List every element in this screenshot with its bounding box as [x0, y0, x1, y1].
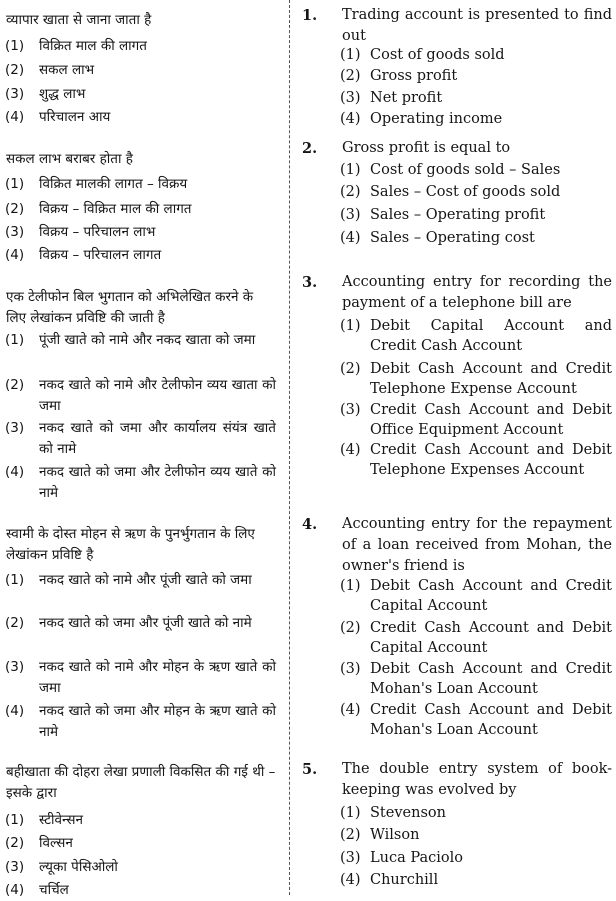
option-number: (2): [5, 615, 25, 631]
option-text: स्टीवेन्सन: [39, 812, 84, 828]
option-number: (4): [5, 703, 25, 719]
question-number: 5.: [302, 761, 318, 778]
option-number: (2): [5, 201, 25, 217]
option-text: सकल लाभ: [39, 62, 95, 78]
option-number: (1): [340, 805, 361, 821]
option-number: (4): [340, 111, 361, 127]
option-text: Debit Cash Account and Credit Mohan's Loan Account: [370, 661, 612, 697]
option-text: नकद खाते को जमा और कार्यालय संयंत्र खाते को नामे: [39, 420, 276, 457]
question-stem: बहीखाता की दोहरा लेखा प्रणाली विकसित की गई थी – इसके द्वारा: [6, 764, 276, 801]
option-number: (2): [340, 68, 361, 84]
option-text: विल्सन: [39, 835, 73, 851]
option-text: Churchill: [370, 872, 439, 888]
option-number: (1): [340, 318, 361, 334]
option-number: (4): [340, 872, 361, 888]
option-number: (3): [5, 86, 25, 102]
option-number: (1): [5, 332, 25, 348]
question-number: 3.: [302, 274, 318, 291]
option-number: (3): [340, 90, 361, 106]
option-number: (1): [5, 38, 25, 54]
option-text: Net profit: [370, 90, 443, 106]
option-number: (4): [340, 230, 361, 246]
option-number: (3): [5, 859, 25, 875]
question-stem: The double entry system of book-keeping was evolved by: [342, 761, 612, 798]
option-text: Debit Cash Account and Credit Capital Account: [370, 578, 612, 614]
option-text: विक्रय – परिचालन लाभ: [39, 224, 156, 240]
option-text: नकद खाते को नामे और पूंजी खाते को जमा: [39, 572, 252, 588]
option-number: (2): [340, 184, 361, 200]
option-number: (2): [340, 827, 361, 843]
option-text: Wilson: [370, 827, 420, 843]
option-number: (3): [340, 850, 361, 866]
option-number: (1): [5, 812, 25, 828]
option-number: (4): [5, 109, 25, 125]
option-text: Sales – Operating cost: [370, 230, 535, 246]
question-stem: व्यापार खाता से जाना जाता है: [6, 12, 152, 28]
option-text: Gross profit: [370, 68, 458, 84]
option-number: (2): [340, 620, 361, 636]
option-text: परिचालन आय: [39, 109, 111, 125]
question-stem: Gross profit is equal to: [342, 140, 511, 156]
option-number: (2): [5, 377, 25, 393]
option-number: (4): [5, 464, 25, 480]
question-stem: Trading account is presented to find out: [342, 7, 612, 44]
option-number: (4): [340, 442, 361, 458]
column-divider: [289, 0, 290, 895]
question-number: 4.: [302, 516, 318, 533]
option-number: (3): [340, 661, 361, 677]
option-number: (4): [5, 247, 25, 263]
option-text: नकद खाते को नामे और मोहन के ऋण खाते को जमा: [39, 659, 276, 696]
option-number: (1): [5, 572, 25, 588]
option-number: (3): [340, 402, 361, 418]
option-text: विक्रय – विक्रित माल की लागत: [39, 201, 192, 217]
option-text: Stevenson: [370, 805, 446, 821]
option-number: (3): [5, 420, 25, 436]
option-number: (3): [5, 659, 25, 675]
option-number: (2): [5, 62, 25, 78]
question-stem: Accounting entry for recording the payment of a telephone bill are: [342, 274, 612, 311]
option-text: Sales – Cost of goods sold: [370, 184, 561, 200]
option-text: शुद्ध लाभ: [39, 86, 86, 102]
question-stem: Accounting entry for the repayment of a loan received from Mohan, the owner's friend is: [342, 516, 612, 574]
option-text: पूंजी खाते को नामे और नकद खाता को जमा: [39, 332, 256, 348]
option-text: Credit Cash Account and Debit Capital Account: [370, 620, 612, 656]
option-text: विक्रित मालकी लागत – विक्रय: [39, 176, 188, 192]
option-text: Cost of goods sold: [370, 47, 505, 63]
question-stem: सकल लाभ बराबर होता है: [6, 151, 133, 167]
option-text: नकद खाते को जमा और पूंजी खाते को नामे: [39, 615, 252, 631]
question-stem: एक टेलीफोन बिल भुगतान को अभिलेखित करने के लिए लेखांकन प्रविष्टि की जाती है: [6, 289, 254, 326]
option-number: (4): [340, 702, 361, 718]
question-stem: स्वामी के दोस्त मोहन से ऋण के पुनर्भुगतान के लिए लेखांकन प्रविष्टि है: [6, 526, 255, 563]
option-text: नकद खाते को नामे और टेलीफोन व्यय खाता को जमा: [39, 377, 276, 414]
option-text: Credit Cash Account and Debit Telephone Expenses Account: [370, 442, 612, 478]
option-text: Credit Cash Account and Debit Office Equipment Account: [370, 402, 612, 438]
option-text: Credit Cash Account and Debit Mohan's Loan Account: [370, 702, 612, 738]
option-number: (4): [5, 882, 25, 898]
option-text: नकद खाते को जमा और टेलीफोन व्यय खाते को नामे: [39, 464, 276, 501]
option-number: (1): [340, 47, 361, 63]
question-number: 1.: [302, 7, 318, 24]
option-text: Operating income: [370, 111, 503, 127]
option-text: Luca Paciolo: [370, 850, 463, 866]
option-text: विक्रय – परिचालन लागत: [39, 247, 162, 263]
option-text: Debit Cash Account and Credit Telephone Expense Account: [370, 361, 612, 397]
option-text: नकद खाते को जमा और मोहन के ऋण खाते को नामे: [39, 703, 276, 740]
option-number: (1): [340, 578, 361, 594]
option-text: Cost of goods sold – Sales: [370, 162, 561, 178]
option-number: (3): [340, 207, 361, 223]
option-text: ल्यूका पेसिओलो: [39, 859, 118, 875]
option-text: चर्चिल: [39, 882, 69, 898]
question-number: 2.: [302, 140, 318, 157]
option-number: (1): [340, 162, 361, 178]
option-number: (3): [5, 224, 25, 240]
option-number: (1): [5, 176, 25, 192]
option-text: विक्रित माल की लागत: [39, 38, 147, 54]
option-text: Debit Capital Account and Credit Cash Account: [370, 318, 612, 354]
option-number: (2): [340, 361, 361, 377]
option-number: (2): [5, 835, 25, 851]
option-text: Sales – Operating profit: [370, 207, 546, 223]
